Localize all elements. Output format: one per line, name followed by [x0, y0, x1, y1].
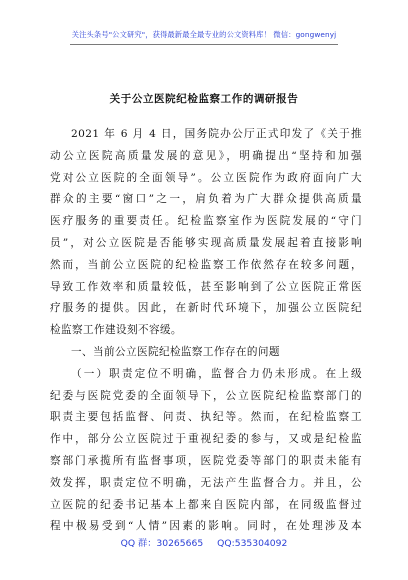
footer-qq: QQ:535304092: [217, 538, 288, 549]
body-line: 效发挥，职责定位不明确，无法产生监督合力。并且，公: [50, 476, 362, 489]
document-body: [50, 124, 362, 538]
body-line: 群众的主要“窗口”之一，肩负着为广大群众提供高质量: [50, 193, 362, 206]
header-divider: [70, 44, 338, 45]
body-line: 立医院的纪委书记基本上都来自医院内部，在同级监督过: [50, 498, 362, 511]
header-promo-text: 关注头条号"公文研究"，获得最新最全最专业的公文资料库！ 微信：gongwenyj: [71, 30, 337, 39]
body-line: 然而，当前公立医院的纪检监察工作依然存在较多问题，: [50, 258, 362, 271]
header-banner: [70, 30, 338, 40]
body-line: 动公立医院高质量发展的意见》，明确提出“坚持和加强: [50, 149, 362, 162]
body-line: 医疗服务的重要责任。纪检监察室作为医院发展的“守门: [50, 215, 362, 228]
body-line: 察部门承揽所有监督事项，医院党委等部门的职责未能有: [50, 454, 362, 467]
body-line: 导致工作效率和质量较低，甚至影响到了公立医院正常医: [50, 280, 362, 293]
body-line: （一）职责定位不明确，监督合力仍未形成。在上级: [71, 367, 362, 380]
body-line: 检监察工作建设刻不容缓。: [50, 324, 182, 337]
footer-contact: [0, 535, 408, 549]
footer-qq-group: QQ 群：30265665: [120, 538, 204, 549]
body-line: 职责主要包括监督、问责、执纪等。然而，在纪检监察工: [50, 411, 362, 424]
body-line: 员”，对公立医院是否能够实现高质量发展起着直接影响: [50, 236, 362, 249]
section-heading: 一、当前公立医院纪检监察工作存在的问题: [71, 345, 280, 358]
body-line: 作中，部分公立医院过于重视纪委的参与，又或是纪检监: [50, 433, 362, 446]
body-line: 程中极易受到“人情”因素的影响。同时，在处理涉及本: [50, 520, 362, 533]
body-line: 疗服务的提供。因此，在新时代环境下，加强公立医院纪: [50, 302, 362, 315]
body-line: 党对公立医院的全面领导”。公立医院作为政府面向广大: [50, 171, 362, 184]
body-line: 2021 年 6 月 4 日，国务院办公厅正式印发了《关于推: [71, 128, 362, 140]
document-title: 关于公立医院纪检监察工作的调研报告: [109, 93, 299, 105]
body-line: 纪委与医院党委的全面领导下，公立医院纪检监察部门的: [50, 389, 362, 402]
